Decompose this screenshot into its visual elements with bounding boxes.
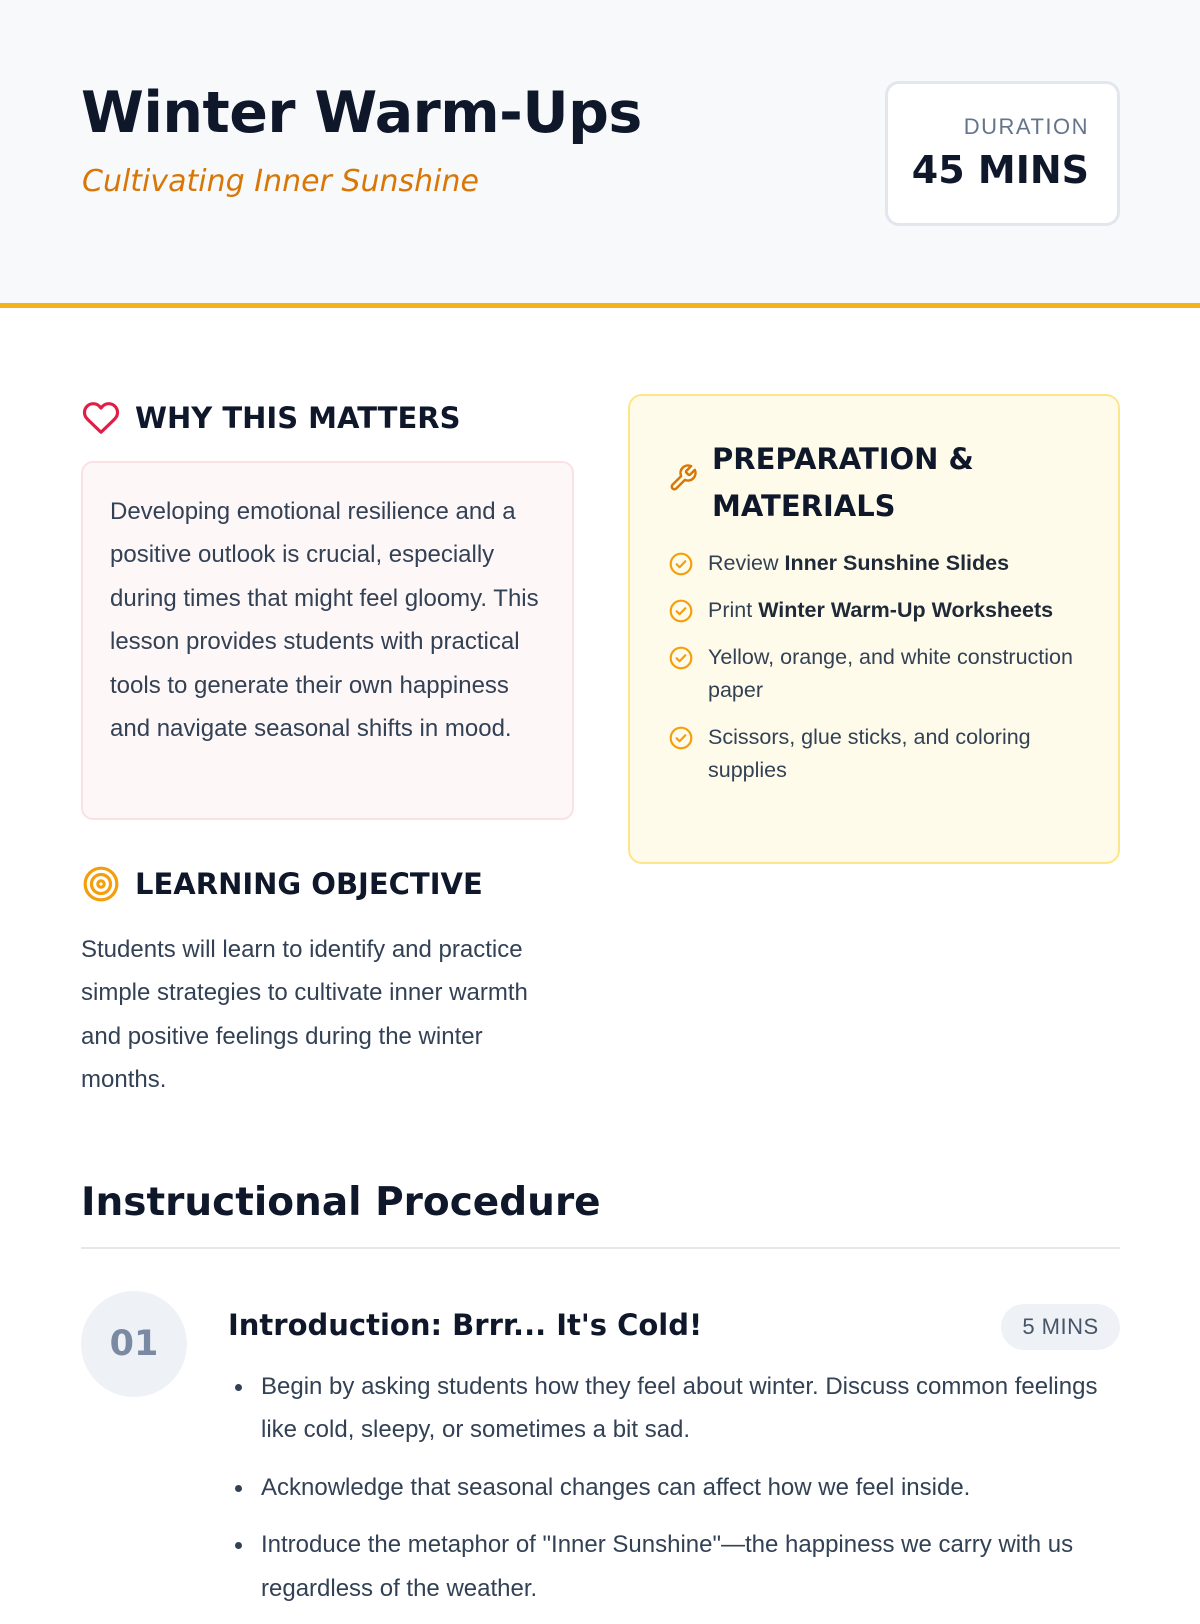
divider	[81, 1247, 1120, 1249]
check-circle-icon	[668, 598, 694, 624]
list-item: Introduce the metaphor of "Inner Sunshine"—the happiness we carry with us regardless of the weather.	[228, 1523, 1120, 1610]
step-duration-badge: 5 MINS	[1001, 1304, 1120, 1350]
page-title: Winter Warm-Ups	[81, 80, 642, 146]
material-text: Print Winter Warm-Up Worksheets	[708, 598, 1054, 622]
duration-value: 45 MINS	[911, 148, 1089, 192]
why-heading	[81, 398, 461, 438]
materials-list	[668, 547, 1088, 801]
lesson-header	[0, 0, 1200, 308]
objective-heading	[81, 864, 483, 904]
list-item	[668, 721, 1088, 787]
list-item: Acknowledge that seasonal changes can affect how we feel inside.	[228, 1466, 1120, 1509]
why-text: Developing emotional resilience and a positive outlook is crucial, especially during times that might feel gloomy. This lesson provides students with practical tools to generate their own happiness and navigate seasonal shifts in mood.	[110, 498, 539, 743]
check-circle-icon	[668, 551, 694, 577]
objective-heading-label: LEARNING OBJECTIVE	[135, 867, 483, 901]
list-item	[668, 641, 1088, 707]
page-subtitle: Cultivating Inner Sunshine	[82, 164, 479, 199]
duration-label: DURATION	[963, 114, 1089, 139]
preparation-heading	[668, 436, 1012, 530]
list-item: Begin by asking students how they feel about winter. Discuss common feelings like cold, sleepy, or sometimes a bit sad.	[228, 1365, 1120, 1452]
material-text: Yellow, orange, and white construction paper	[708, 645, 1073, 702]
target-icon	[81, 864, 121, 904]
preparation-heading-label: PREPARATION & MATERIALS	[712, 442, 974, 523]
procedure-heading: Instructional Procedure	[81, 1180, 601, 1225]
step-title: Introduction: Brrr... It's Cold!	[228, 1308, 703, 1342]
step-number: 01	[81, 1291, 187, 1397]
material-text: Scissors, glue sticks, and coloring supplies	[708, 725, 1031, 782]
objective-text: Students will learn to identify and practice simple strategies to cultivate inner warmth and positive feelings during the winter months.	[81, 936, 528, 1094]
list-item	[668, 547, 1088, 580]
duration-card	[885, 81, 1120, 226]
wrench-icon	[668, 463, 698, 493]
step-bullets	[228, 1365, 1120, 1624]
why-box	[81, 461, 574, 820]
heart-icon	[81, 398, 121, 438]
check-circle-icon	[668, 725, 694, 751]
material-text: Review Inner Sunshine Slides	[708, 551, 1010, 575]
why-heading-label: WHY THIS MATTERS	[135, 401, 461, 435]
preparation-card	[628, 394, 1120, 864]
list-item	[668, 594, 1088, 627]
check-circle-icon	[668, 645, 694, 671]
